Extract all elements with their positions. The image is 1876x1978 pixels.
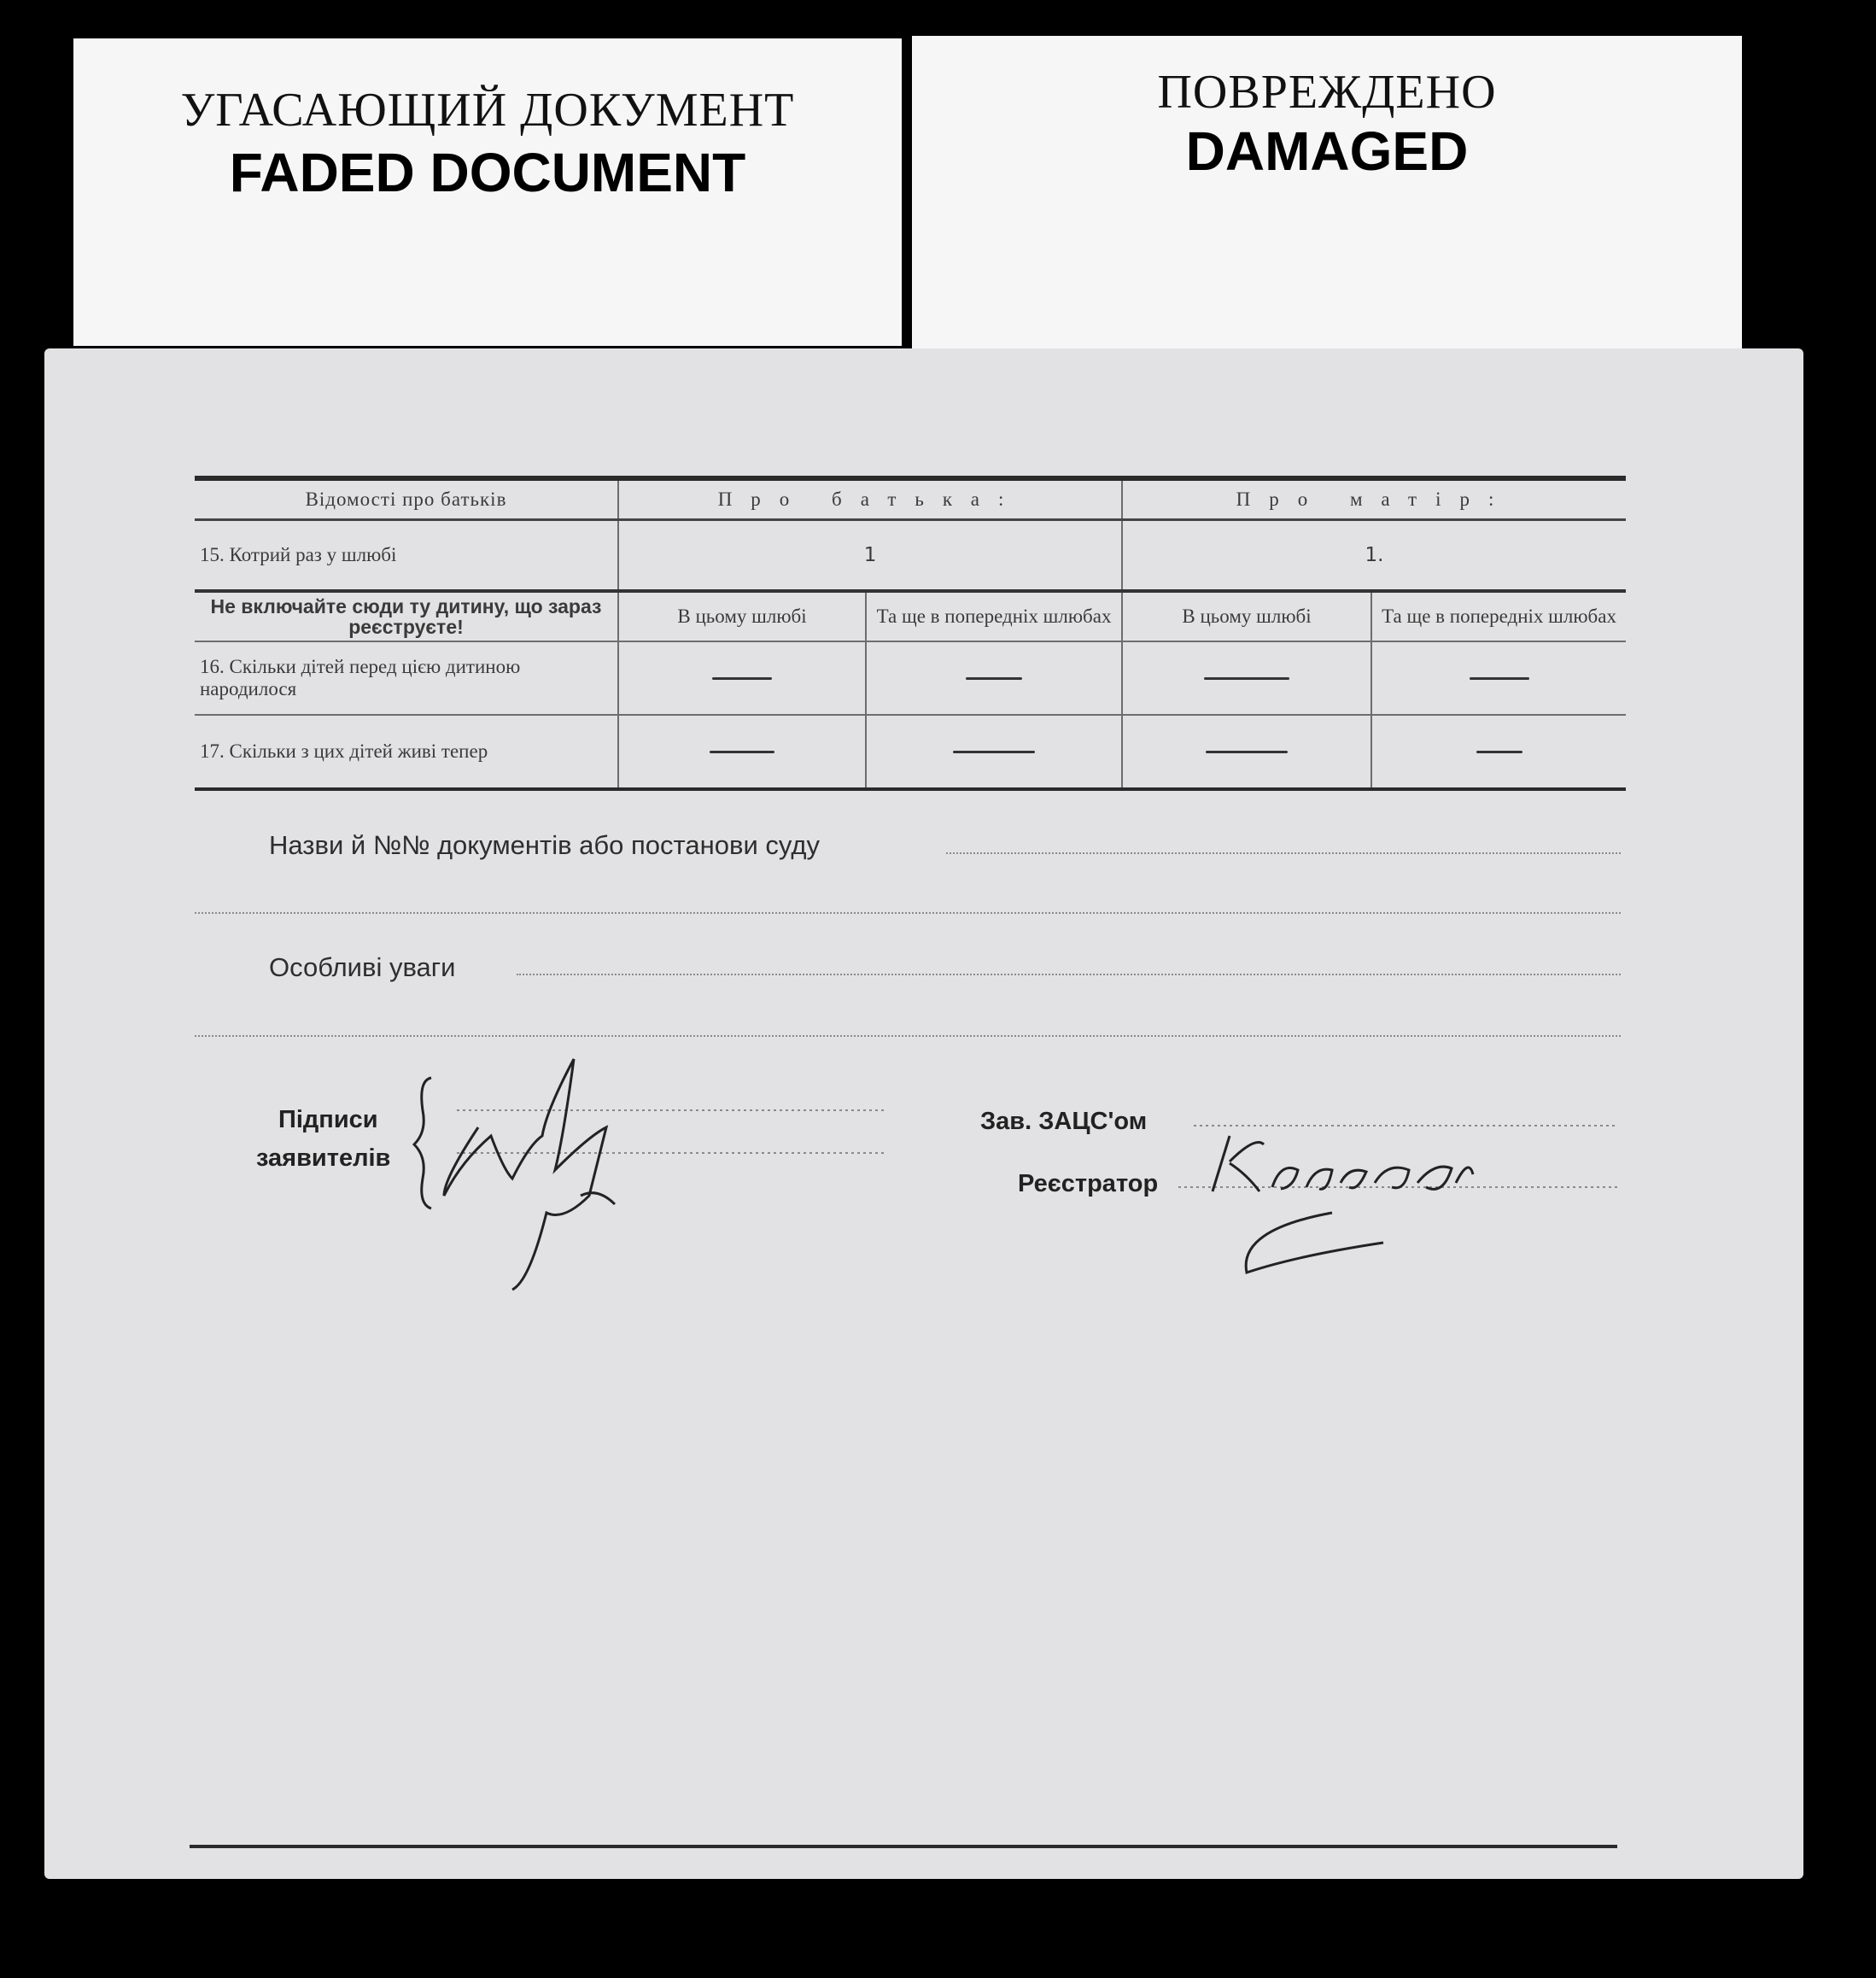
warning-note: Не включайте сюди ту дитину, що зараз реєструєте! (195, 591, 618, 641)
header-father: Про батька: (618, 478, 1122, 520)
faded-label-ru: УГАСАЮЩИЙ ДОКУМЕНТ (180, 84, 795, 137)
row15-label: 15. Котрий раз у шлюбі (195, 520, 618, 592)
sub-father-this: В цьому шлюбі (618, 591, 866, 641)
applicants-signature-label-2: заявителів (256, 1144, 391, 1172)
registrar-signature (1213, 1136, 1473, 1191)
remarks-field-label: Особливі уваги (269, 952, 456, 982)
row16-label: 16. Скільки дітей перед цією дитиною народилося (195, 641, 618, 715)
row15-father-value: 1 (618, 520, 1122, 592)
registrar-signature-flourish (1246, 1213, 1383, 1273)
damaged-label-en: DAMAGED (1185, 120, 1469, 182)
damaged-label-ru: ПОВРЕЖДЕНО (1157, 66, 1497, 119)
head-zags-label: Зав. ЗАЦС'ом (980, 1108, 1148, 1135)
bottom-rule (190, 1845, 1617, 1848)
applicants-signature-label-1: Підписи (278, 1106, 378, 1133)
sub-father-previous: Та ще в попередніх шлюбах (866, 591, 1122, 641)
header-mother: Про матір: (1122, 478, 1626, 520)
row17-label: 17. Скільки з цих дітей живі тепер (195, 715, 618, 789)
brace-mark (414, 1078, 431, 1208)
applicant-signature (444, 1059, 606, 1290)
header-parents-info: Відомості про батьків (195, 478, 618, 520)
documents-field-label: Назви й №№ документів або постанови суду (269, 830, 820, 860)
sub-mother-this: В цьому шлюбі (1122, 591, 1371, 641)
row15-mother-value: 1. (1122, 520, 1626, 592)
registrar-label: Реєстратор (1018, 1170, 1159, 1197)
faded-label-en: FADED DOCUMENT (229, 142, 746, 203)
sub-mother-previous: Та ще в попередніх шлюбах (1371, 591, 1626, 641)
